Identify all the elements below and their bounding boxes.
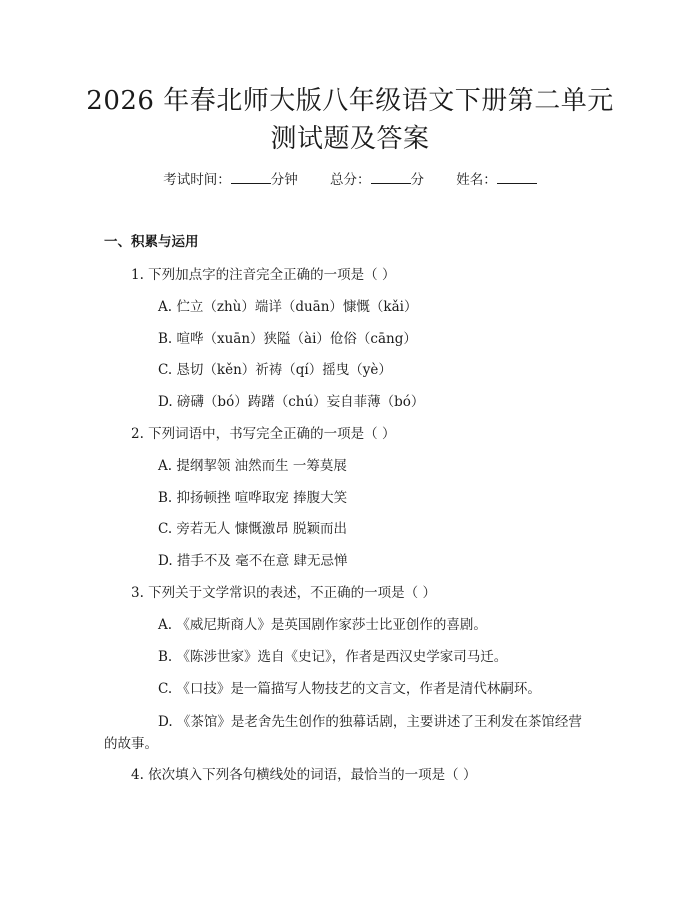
question-3-option-d-continued: 的故事。 — [104, 736, 158, 752]
question-1-option-d: D. 磅礴（bó）踌躇（chú）妄自菲薄（bó） — [158, 394, 425, 410]
question-3-option-c: C. 《口技》是一篇描写人物技艺的文言文，作者是清代林嗣环。 — [158, 681, 541, 697]
name-label: 姓名： — [456, 172, 497, 188]
section-heading: 一、积累与运用 — [104, 234, 199, 250]
time-field — [163, 168, 298, 188]
score-unit: 分 — [410, 172, 424, 188]
exam-meta — [0, 168, 700, 188]
score-field — [330, 168, 424, 188]
question-3-option-d: D. 《茶馆》是老舍先生创作的独幕话剧，主要讲述了王利发在茶馆经营 — [158, 714, 582, 730]
name-field — [456, 168, 537, 188]
question-1-option-a: A. 伫立（zhù）端详（duān）慷慨（kǎi） — [158, 299, 418, 315]
question-2-option-d: D. 措手不及 毫不在意 肆无忌惮 — [158, 553, 348, 569]
name-blank[interactable] — [497, 170, 537, 184]
question-4-stem: 4. 依次填入下列各句横线处的词语，最恰当的一项是（ ） — [131, 767, 477, 783]
doc-title-line2: 测试题及答案 — [270, 124, 430, 154]
score-blank[interactable] — [371, 170, 411, 184]
question-2-stem: 2. 下列词语中，书写完全正确的一项是（ ） — [131, 426, 396, 442]
question-3-stem: 3. 下列关于文学常识的表述，不正确的一项是（ ） — [131, 585, 436, 601]
question-3-option-b: B. 《陈涉世家》选自《史记》，作者是西汉史学家司马迁。 — [158, 649, 508, 665]
question-1-stem: 1. 下列加点字的注音完全正确的一项是（ ） — [131, 267, 396, 283]
time-blank[interactable] — [231, 170, 271, 184]
question-2-option-b: B. 抑扬顿挫 喧哗取宠 捧腹大笑 — [158, 490, 348, 506]
question-1-option-c: C. 恳切（kěn）祈祷（qí）摇曳（yè） — [158, 362, 392, 378]
question-1-option-b: B. 喧哗（xuān）狭隘（ài）伧俗（cāng） — [158, 331, 417, 347]
question-2-option-a: A. 提纲挈领 油然而生 一筹莫展 — [158, 458, 347, 474]
time-label: 考试时间： — [163, 172, 231, 188]
score-label: 总分： — [330, 172, 371, 188]
doc-title-line1: 2026 年春北师大版八年级语文下册第二单元 — [86, 86, 614, 116]
question-2-option-c: C. 旁若无人 慷慨激昂 脱颖而出 — [158, 521, 348, 537]
question-3-option-a: A. 《威尼斯商人》是英国剧作家莎士比亚创作的喜剧。 — [158, 617, 487, 633]
time-unit: 分钟 — [270, 172, 298, 188]
